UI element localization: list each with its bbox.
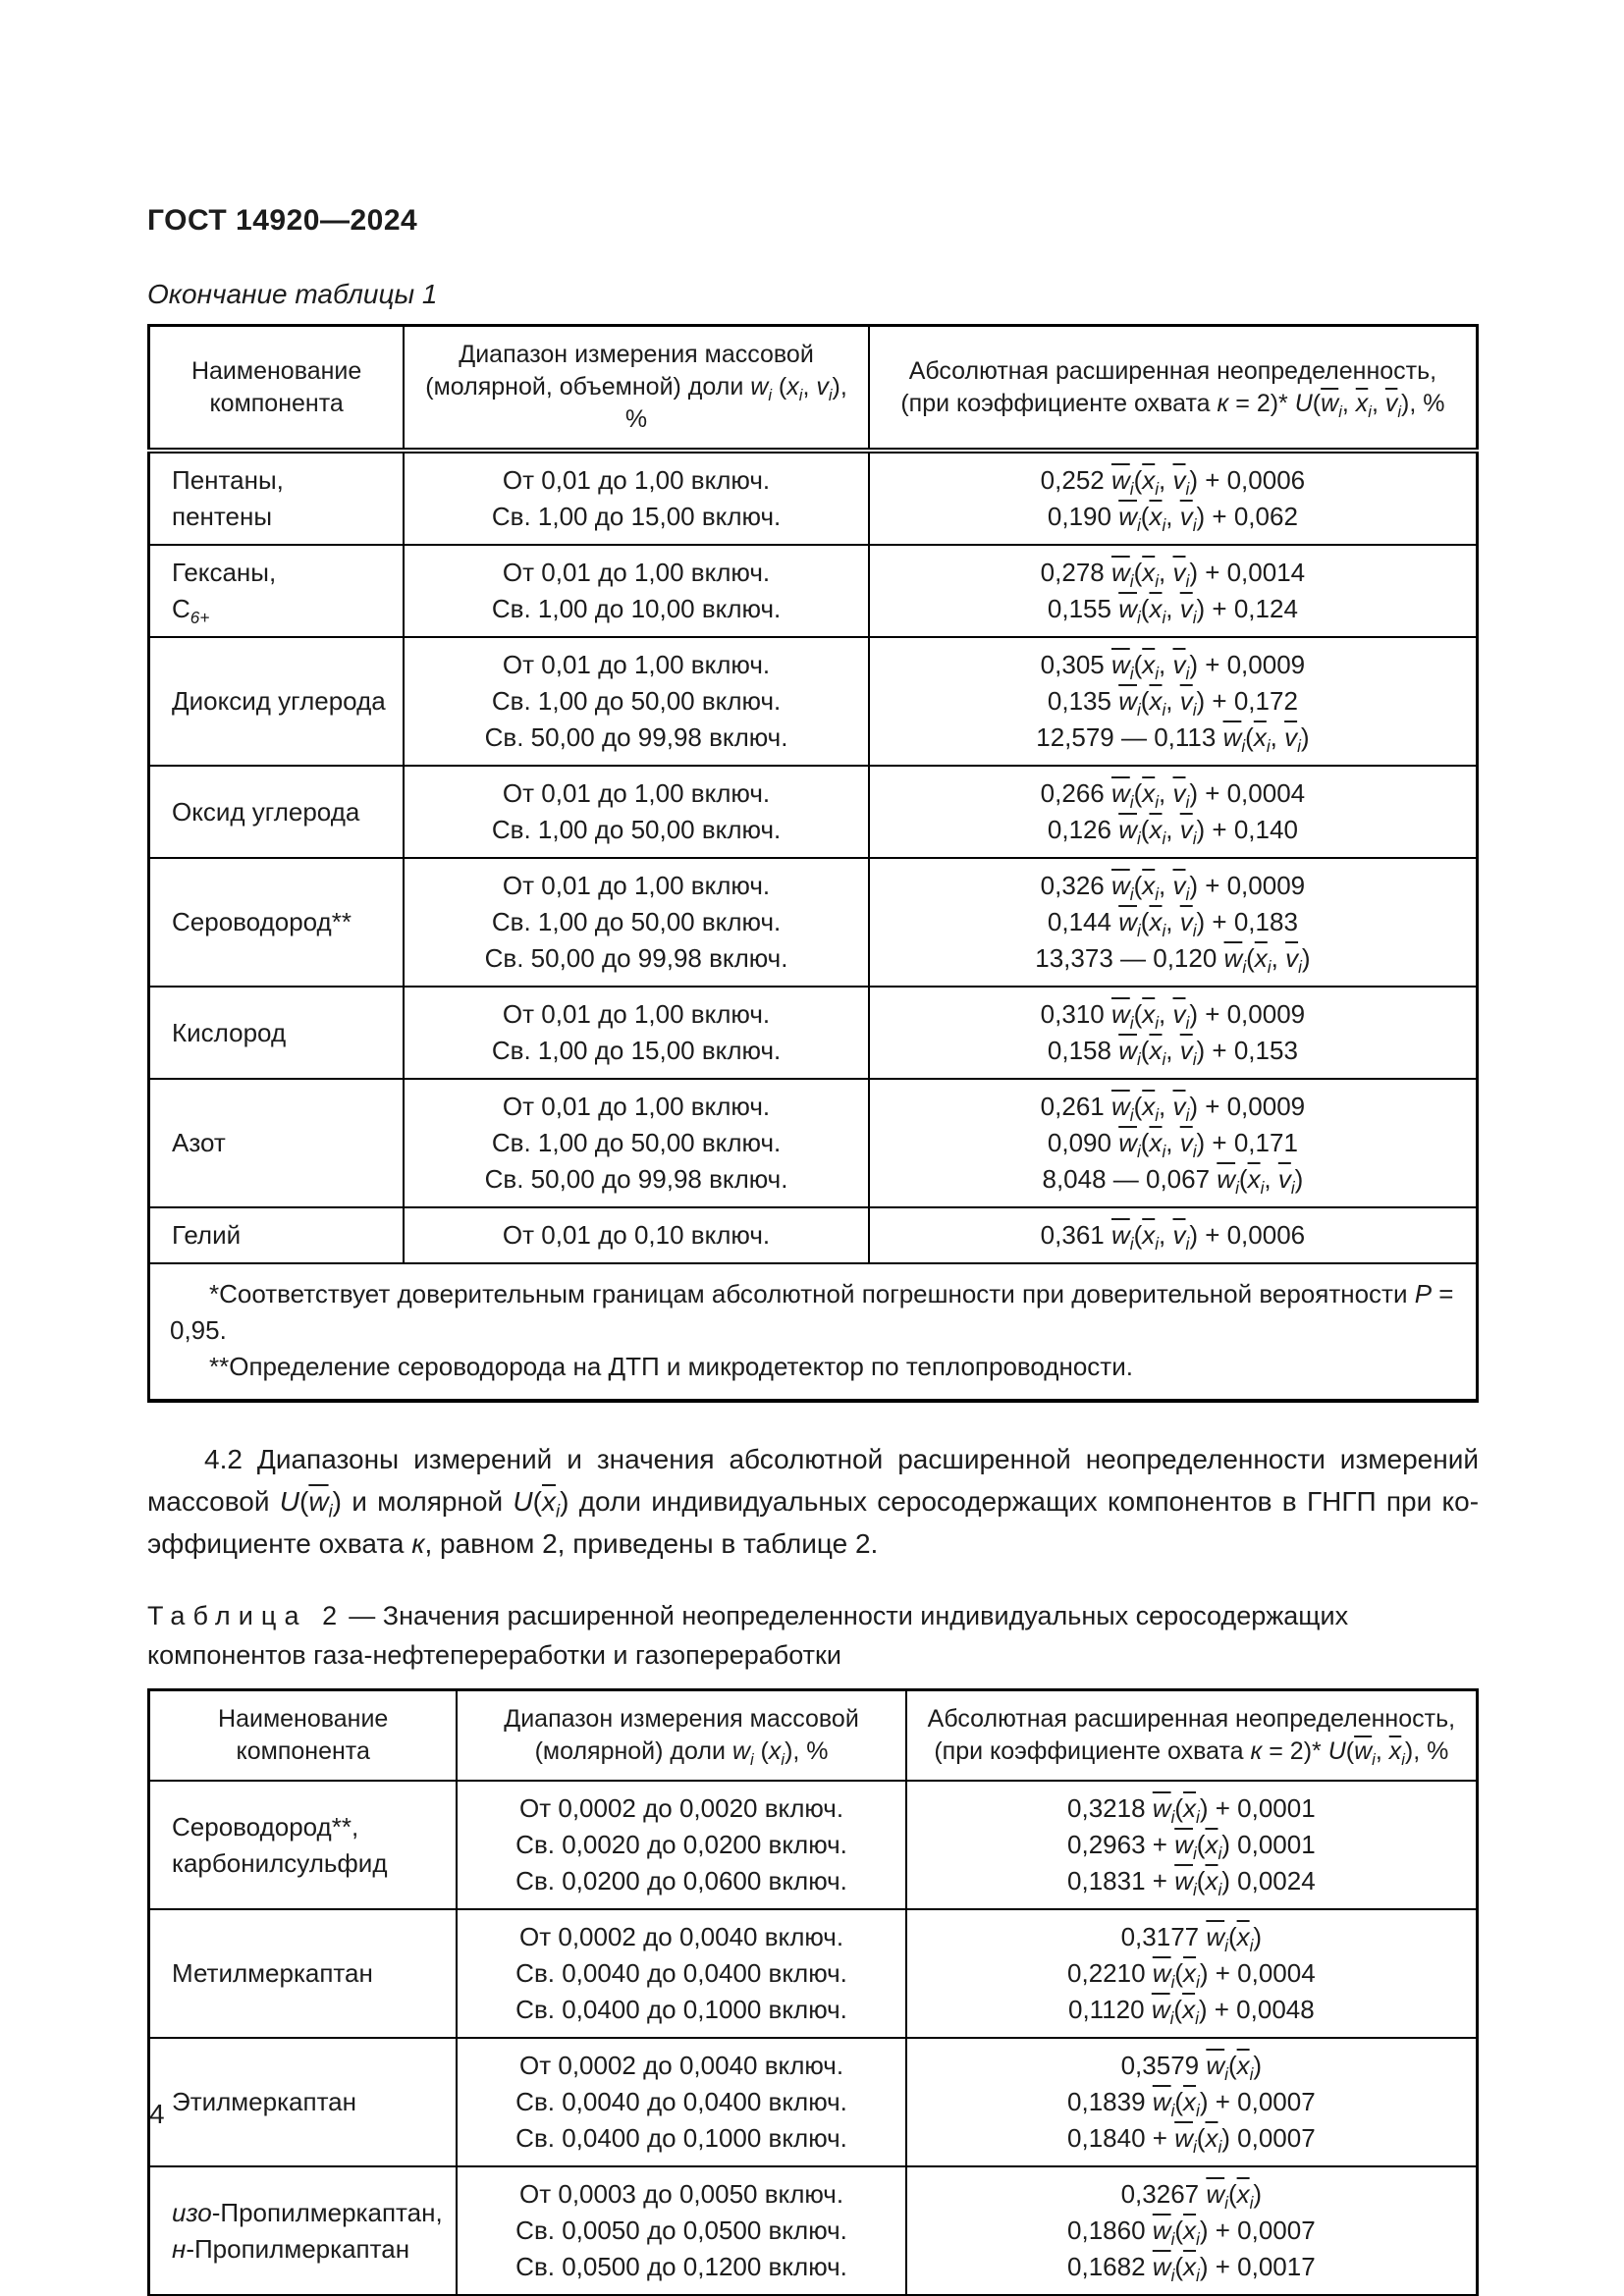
uncertainty-cell: 0,326 $\overline{w}_i(\overline{x}_i$, $\overline{v}_i) + 0,0009$ 0,144 $\overline{w}_i(\overline{x}_i$, $\overline{v}_i) + 0,183$ 13,373 — 0,120 $\overline{w}_i(\overline{x}_i$, $\overline{v}_i$) <box>869 858 1478 987</box>
range-cell: От 0,01 до 1,00 включ. Св. 1,00 до 10,00 включ. <box>404 545 869 637</box>
page-number: 4 <box>149 2099 165 2129</box>
table-row <box>149 1079 1478 1207</box>
table1-footnote-row <box>149 1263 1478 1401</box>
footnote-cell <box>149 1263 1478 1401</box>
table-row <box>149 2166 1478 2296</box>
table2-caption-label: Таблица 2 <box>147 1601 346 1630</box>
component-name-cell: Кислород <box>149 987 405 1079</box>
uncertainty-cell: 0,278 $\overline{w}_i(\overline{x}_i$, $\overline{v}_i) + 0,0014$ 0,155 $\overline{w}_i(\overline{x}_i$, $\overline{v}_i) + 0,124$ <box>869 545 1478 637</box>
table-row <box>149 2038 1478 2166</box>
range-cell: От 0,01 до 1,00 включ. Св. 1,00 до 15,00 включ. <box>404 987 869 1079</box>
table-row <box>149 1781 1478 1909</box>
component-name-cell: Этилмеркаптан <box>149 2038 458 2166</box>
table2 <box>147 1688 1479 2296</box>
table1-header-row <box>149 326 1478 452</box>
paragraph-4-2: 4.2 Диапазоны измерений и значения абсолютной расширенной неопределенности измерений массовой $U(\overline{w}_i)$ и молярной $U(\overline{x}_i)$ доли индивидуальных серосодержащих компонентов в ГНГП при коэффициенте охвата к, равном 2, приведены в таблице 2. <box>147 1444 1480 1559</box>
uncertainty-cell: 0,3177 $\overline{w}_i(\overline{x}_i)$ 0,2210 $\overline{w}_i(\overline{x}_i) + 0,0004$ 0,1120 $\overline{w}_i(\overline{x}_i) + 0,0048$ <box>906 1909 1478 2038</box>
range-cell: От 0,0002 до 0,0040 включ. Св. 0,0040 до 0,0400 включ. Св. 0,0400 до 0,1000 включ. <box>457 1909 905 2038</box>
component-name-cell: Гексаны, $C_{6+}$ <box>149 545 405 637</box>
component-name-cell: Оксид углерода <box>149 766 405 858</box>
table2-col-component: Наименование компонента <box>149 1690 458 1782</box>
table-row <box>149 451 1478 545</box>
table2-body <box>149 1781 1478 2296</box>
range-cell: От 0,01 до 1,00 включ. Св. 1,00 до 50,00 включ. Св. 50,00 до 99,98 включ. <box>404 1079 869 1207</box>
uncertainty-cell: 0,361 $\overline{w}_i(\overline{x}_i$, $\overline{v}_i) + 0,0006$ <box>869 1207 1478 1263</box>
uncertainty-cell: 0,3267 $\overline{w}_i(\overline{x}_i)$ 0,1860 $\overline{w}_i(\overline{x}_i) + 0,0007$ 0,1682 $\overline{w}_i(\overline{x}_i) + 0,0017$ <box>906 2166 1478 2296</box>
uncertainty-cell: 0,266 $\overline{w}_i(\overline{x}_i$, $\overline{v}_i) + 0,0004$ 0,126 $\overline{w}_i(\overline{x}_i$, $\overline{v}_i) + 0,140$ <box>869 766 1478 858</box>
component-name-cell: Метилмеркаптан <box>149 1909 458 2038</box>
uncertainty-cell: 0,305 $\overline{w}_i(\overline{x}_i$, $\overline{v}_i) + 0,0009$ 0,135 $\overline{w}_i(\overline{x}_i$, $\overline{v}_i) + 0,172$ 12,579 — 0,113 $\overline{w}_i(\overline{x}_i$, $\overline{v}_i$) <box>869 637 1478 766</box>
component-name-cell: Гелий <box>149 1207 405 1263</box>
uncertainty-cell: 0,252 $\overline{w}_i(\overline{x}_i$, $\overline{v}_i) + 0,0006$ 0,190 $\overline{w}_i(\overline{x}_i$, $\overline{v}_i) + 0,062$ <box>869 451 1478 545</box>
table1-continuation-label: Окончание таблицы 1 <box>147 279 438 309</box>
range-cell: От 0,01 до 1,00 включ. Св. 1,00 до 50,00 включ. Св. 50,00 до 99,98 включ. <box>404 637 869 766</box>
range-cell: От 0,01 до 1,00 включ. Св. 1,00 до 50,00 включ. Св. 50,00 до 99,98 включ. <box>404 858 869 987</box>
uncertainty-cell: 0,310 $\overline{w}_i(\overline{x}_i$, $\overline{v}_i) + 0,0009$ 0,158 $\overline{w}_i(\overline{x}_i$, $\overline{v}_i) + 0,153$ <box>869 987 1478 1079</box>
component-name-cell: Диоксид углерода <box>149 637 405 766</box>
range-cell: От 0,01 до 1,00 включ. Св. 1,00 до 15,00 включ. <box>404 451 869 545</box>
uncertainty-cell: 0,3579 $\overline{w}_i(\overline{x}_i)$ 0,1839 $\overline{w}_i(\overline{x}_i) + 0,0007$ $0,1840 + \overline{w}_i(\overline{x}_i)$ 0,0007 <box>906 2038 1478 2166</box>
table2-header <box>149 1690 1478 1782</box>
table1-body <box>149 451 1478 1263</box>
range-cell: От 0,01 до 1,00 включ. Св. 1,00 до 50,00 включ. <box>404 766 869 858</box>
table-row <box>149 858 1478 987</box>
footnote-1: *Соответствует доверительным границам абсолютной погрешности при доверительной вероятности P = 0,95. <box>170 1279 1454 1345</box>
component-name-cell: Сероводород** <box>149 858 405 987</box>
range-cell: От 0,01 до 0,10 включ. <box>404 1207 869 1263</box>
table2-caption-text: — Значения расширенной неопределенности индивидуальных серосодержащих компонентов газа-нефтепереработки и газопереработки <box>147 1601 1349 1670</box>
range-cell: От 0,0003 до 0,0050 включ. Св. 0,0050 до 0,0500 включ. Св. 0,0500 до 0,1200 включ. <box>457 2166 905 2296</box>
page-content <box>147 204 1479 2296</box>
footnote-2: **Определение сероводорода на ДТП и микродетектор по теплопроводности. <box>209 1352 1133 1381</box>
table1 <box>147 324 1479 1403</box>
range-cell: От 0,0002 до 0,0020 включ. Св. 0,0020 до 0,0200 включ. Св. 0,0200 до 0,0600 включ. <box>457 1781 905 1909</box>
uncertainty-cell: 0,261 $\overline{w}_i(\overline{x}_i$, $\overline{v}_i) + 0,0009$ 0,090 $\overline{w}_i(\overline{x}_i$, $\overline{v}_i) + 0,171$ 8,048 — 0,067 $\overline{w}_i(\overline{x}_i$, $\overline{v}_i$) <box>869 1079 1478 1207</box>
component-name-cell: Сероводород**, карбонилсульфид <box>149 1781 458 1909</box>
uncertainty-cell: 0,3218 $\overline{w}_i(\overline{x}_i) + 0,0001$ $0,2963 + \overline{w}_i(\overline{x}_i)$ 0,0001 $0,1831 + \overline{w}_i(\overline{x}_i)$ 0,0024 <box>906 1781 1478 1909</box>
table2-col-range: Диапазон измерения массовой (молярной) доли $w_i$ $(x_i)$, % <box>457 1690 905 1782</box>
component-name-cell: Пентаны, пентены <box>149 451 405 545</box>
table2-caption <box>147 1596 1479 1675</box>
table2-col-uncertainty: Абсолютная расширенная неопределенность, (при коэффициенте охвата к = 2)* $U(\overline{w}_i$, $\overline{x}_i$), % <box>906 1690 1478 1782</box>
table-row <box>149 637 1478 766</box>
table1-col-uncertainty: Абсолютная расширенная неопределенность, (при коэффициенте охвата к = 2)* $U(\overline{w}_i$, $\overline{x}_i$, $\overline{v}_i$), % <box>869 326 1478 452</box>
table2-header-row <box>149 1690 1478 1782</box>
table1-col-component: Наименование компонента <box>149 326 405 452</box>
table1-header <box>149 326 1478 452</box>
table-row <box>149 987 1478 1079</box>
range-cell: От 0,0002 до 0,0040 включ. Св. 0,0040 до 0,0400 включ. Св. 0,0400 до 0,1000 включ. <box>457 2038 905 2166</box>
table-row <box>149 1909 1478 2038</box>
table-row <box>149 766 1478 858</box>
table-row <box>149 545 1478 637</box>
component-name-cell: изо-Пропилмеркаптан, н-Пропилмеркаптан <box>149 2166 458 2296</box>
component-name-cell: Азот <box>149 1079 405 1207</box>
table1-col-range: Диапазон измерения массовой (молярной, объемной) доли $w_i$ ($x_i$, $v_i$), % <box>404 326 869 452</box>
standard-number: ГОСТ 14920—2024 <box>147 204 418 237</box>
table-row <box>149 1207 1478 1263</box>
table1-footnotes <box>149 1263 1478 1401</box>
